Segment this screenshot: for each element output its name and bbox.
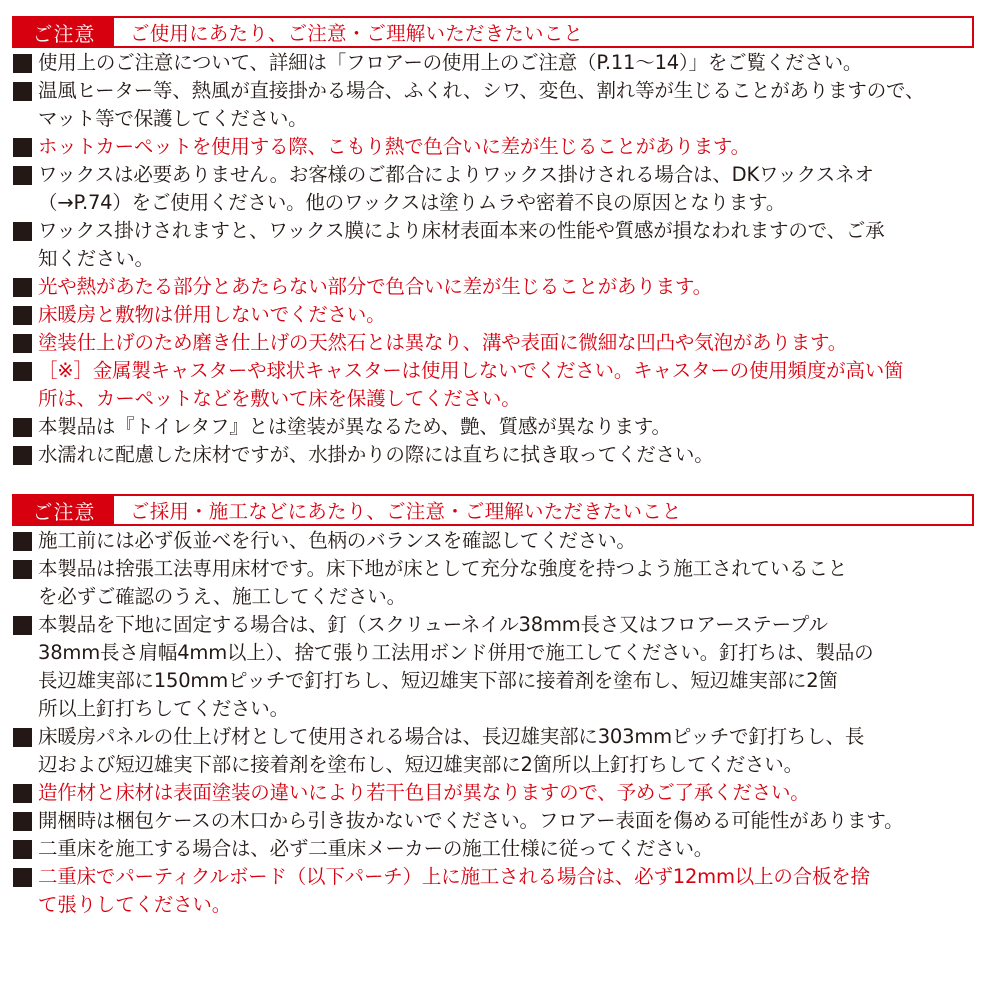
caution-item [12,161,974,217]
square-bullet-icon [13,532,32,551]
section-header [12,16,974,48]
caution-item [12,723,974,779]
caution-list [12,49,974,469]
square-bullet-icon [13,222,32,241]
caution-item [12,133,974,161]
square-bullet-icon [13,812,32,831]
square-bullet-icon [13,784,32,803]
caution-item [12,441,974,469]
caution-item-text: 光や熱があたる部分とあたらない部分で色合いに差が生じることがあります。 [38,275,712,298]
caution-item-text: 水濡れに配慮した床材ですが、水掛かりの際には直ちに拭き取ってください。 [38,443,714,466]
caution-item [12,217,974,273]
caution-item [12,611,974,723]
square-bullet-icon [13,334,32,353]
caution-item-text: ［※］金属製キャスターや球状キャスターは使用しないでください。キャスターの使用頻度が高い箇 所は、カーペットなどを敷いて床を保護してください。 [38,359,904,410]
caution-item-text: 使用上のご注意について、詳細は「フロアーの使用上のご注意（P.11〜14）」をご覧ください。 [38,51,863,74]
square-bullet-icon [13,868,32,887]
caution-section-usage [12,16,974,469]
caution-item [12,555,974,611]
square-bullet-icon [13,418,32,437]
caution-item [12,835,974,863]
caution-item [12,807,974,835]
caution-item-text: ワックスは必要ありません。お客様のご都合によりワックス掛けされる場合は、DKワックスネオ （→P.74）をご使用ください。他のワックスは塗りムラや密着不良の原因となります。 [38,163,874,214]
caution-item-text: 床暖房と敷物は併用しないでください。 [38,303,386,326]
caution-section-installation [12,494,974,919]
caution-item-text: 二重床を施工する場合は、必ず二重床メーカーの施工仕様に従ってください。 [38,837,714,860]
caution-item-text: 施工前には必ず仮並べを行い、色柄のバランスを確認してください。 [38,529,636,552]
caution-item [12,779,974,807]
caution-item-text: ホットカーペットを使用する際、こもり熱で色合いに差が生じることがあります。 [38,135,750,158]
square-bullet-icon [13,616,32,635]
caution-item-text: 本製品を下地に固定する場合は、釘（スクリューネイル38mm長さ又はフロアーステープル 38mm長さ肩幅4mm以上）、捨て張り工法用ボンド併用で施工してください。釘打ちは、製品の 長辺雄実部に150mmピッチで釘打ちし、短辺雄実下部に接着剤を塗布し、短辺雄実部に2箇 所以上釘打ちしてください。 [38,613,874,720]
caution-item [12,329,974,357]
square-bullet-icon [13,82,32,101]
caution-item-text: 二重床でパーティクルボード（以下パーチ）上に施工される場合は、必ず12mm以上の合板を捨 て張りしてください。 [38,865,870,916]
square-bullet-icon [13,278,32,297]
square-bullet-icon [13,138,32,157]
caution-item [12,527,974,555]
caution-item-text: 温風ヒーター等、熱風が直接掛かる場合、ふくれ、シワ、変色、割れ等が生じることがありますので、 マット等で保護してください。 [38,79,925,130]
square-bullet-icon [13,306,32,325]
caution-label: ご注意 [14,18,114,46]
caution-item-text: ワックス掛けされますと、ワックス膜により床材表面本来の性能や質感が損なわれますので、ご承 知ください。 [38,219,885,270]
caution-item [12,301,974,329]
caution-item [12,49,974,77]
square-bullet-icon [13,54,32,73]
square-bullet-icon [13,560,32,579]
caution-item [12,77,974,133]
caution-item-text: 本製品は捨張工法専用床材です。床下地が床として充分な強度を持つよう施工されていること を必ずご確認のうえ、施工してください。 [38,557,848,608]
square-bullet-icon [13,728,32,747]
square-bullet-icon [13,166,32,185]
caution-item-text: 造作材と床材は表面塗装の違いにより若干色目が異なりますので、予めご了承ください。 [38,781,810,804]
section-title: ご使用にあたり、ご注意・ご理解いただきたいこと [130,22,584,45]
square-bullet-icon [13,362,32,381]
section-title: ご採用・施工などにあたり、ご注意・ご理解いただきたいこと [130,500,682,523]
square-bullet-icon [13,840,32,859]
caution-item-text: 塗装仕上げのため磨き仕上げの天然石とは異なり、溝や表面に微細な凹凸や気泡があります。 [38,331,848,354]
caution-item [12,863,974,919]
section-header [12,494,974,526]
caution-item [12,273,974,301]
caution-item [12,357,974,413]
caution-item-text: 本製品は『トイレタフ』とは塗装が異なるため、艶、質感が異なります。 [38,415,671,438]
caution-list [12,527,974,919]
caution-item-text: 開梱時は梱包ケースの木口から引き抜かないでください。フロアー表面を傷める可能性があります。 [38,809,904,832]
caution-label: ご注意 [14,496,114,524]
caution-item-text: 床暖房パネルの仕上げ材として使用される場合は、長辺雄実部に303mmピッチで釘打ちし、長 辺および短辺雄実下部に接着剤を塗布し、短辺雄実部に2箇所以上釘打ちしてください。 [38,725,865,776]
caution-item [12,413,974,441]
square-bullet-icon [13,446,32,465]
